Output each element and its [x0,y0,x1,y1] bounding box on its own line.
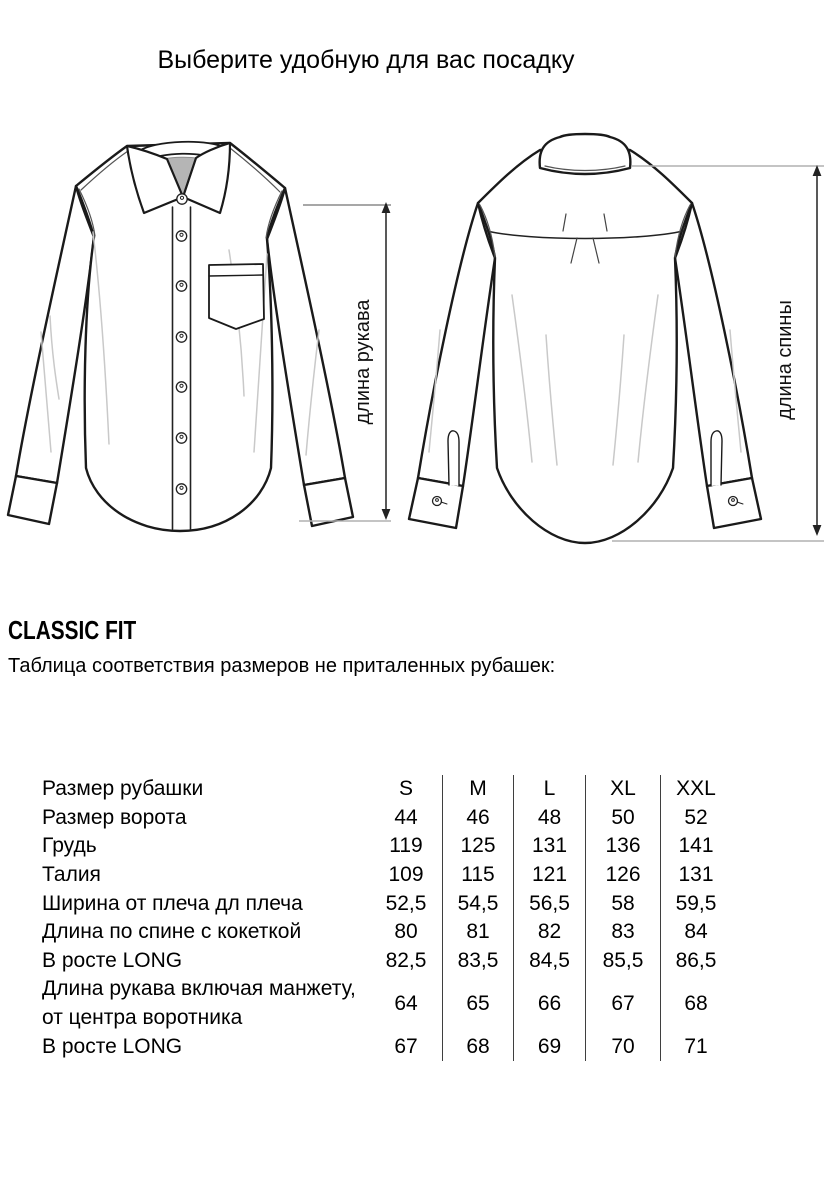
cell-value: 131 [661,861,732,890]
back-left-sleeve-placket [448,431,459,486]
cell-value: 48 [514,804,586,833]
row-label: Размер ворота [42,805,187,829]
cell-value: 115 [443,861,514,890]
front-left-cuff [8,476,57,524]
row-label: Размер рубашки [42,777,204,801]
cell-value: 86,5 [661,947,732,976]
shirt-front-diagram [8,142,353,531]
cell-value: 84 [661,918,732,947]
table-row [42,832,731,861]
table-row [42,804,731,833]
row-label [42,975,370,1032]
cell-value: 58 [586,889,661,918]
row-label: В росте LONG [42,948,183,972]
cell-value: 125 [443,832,514,861]
cell-value: 46 [443,804,514,833]
cell-value: 44 [394,805,418,829]
cell-value: 131 [514,832,586,861]
cell-value: 69 [514,1032,586,1061]
size-column-header-xxl: XXL [661,775,732,804]
table-row [42,861,731,890]
cell-value: 65 [443,975,514,1032]
row-label: Длина по спине с кокеткой [42,920,302,944]
cell-value: 109 [388,863,424,887]
cell-value: 126 [586,861,661,890]
cell-value: 66 [514,975,586,1032]
cell-value: 82,5 [385,948,427,972]
row-label-line-2: от центра воротника [42,1005,243,1029]
cell-value: 68 [661,975,732,1032]
size-column-header-m: M [443,775,514,804]
cell-value: 71 [661,1032,732,1061]
back-right-sleeve-placket [711,431,722,486]
cell-value: 54,5 [443,889,514,918]
cell-value: 82 [514,918,586,947]
table-row [42,889,731,918]
front-right-sleeve [267,188,345,485]
cell-value: 64 [394,991,418,1015]
cell-value: 119 [389,834,423,858]
cell-value: 85,5 [586,947,661,976]
size-column-header-l: L [514,775,586,804]
table-header-row [42,775,731,804]
cell-value: 67 [394,1034,418,1058]
back-length-label: длина спины [774,300,796,420]
cell-value: 83 [586,918,661,947]
cell-value: 81 [443,918,514,947]
cell-value: 80 [394,920,418,944]
size-column-header-xl: XL [586,775,661,804]
cell-value: 141 [661,832,732,861]
chest-pocket-hem [209,275,263,276]
back-body [478,150,692,543]
row-label: Ширина от плеча дл плеча [42,891,303,915]
table-row [42,1032,731,1061]
front-right-cuff [304,478,353,526]
row-label: Талия [42,863,101,887]
row-label: В росте LONG [42,1034,183,1058]
row-label-line-1: Длина рукава включая манжету, [42,977,356,1001]
cell-value: 56,5 [514,889,586,918]
cell-value: 67 [586,975,661,1032]
cell-value: 59,5 [661,889,732,918]
front-left-sleeve [16,186,94,483]
shirt-back-diagram [409,134,761,543]
table-row [42,918,731,947]
table-row [42,947,731,976]
cell-value: 84,5 [514,947,586,976]
cell-value: 52 [661,804,732,833]
section-subtitle: Таблица соответствия размеров не приталенных рубашек: [8,655,556,677]
cell-value: 68 [443,1032,514,1061]
cell-value: 50 [586,804,661,833]
page-title: Выберите удобную для вас посадку [157,46,575,74]
sleeve-length-label: длина рукава [352,299,374,425]
chest-pocket [209,264,264,329]
section-heading: CLASSIC FIT [8,615,137,645]
row-label: Грудь [42,834,97,858]
cell-value: 70 [586,1032,661,1061]
cell-value: 136 [586,832,661,861]
cell-value: 121 [514,861,586,890]
cell-value: 52,5 [385,891,427,915]
size-column-header-s: S [398,777,413,801]
cell-value: 83,5 [443,947,514,976]
table-row [42,975,731,1032]
size-table [42,775,731,1061]
